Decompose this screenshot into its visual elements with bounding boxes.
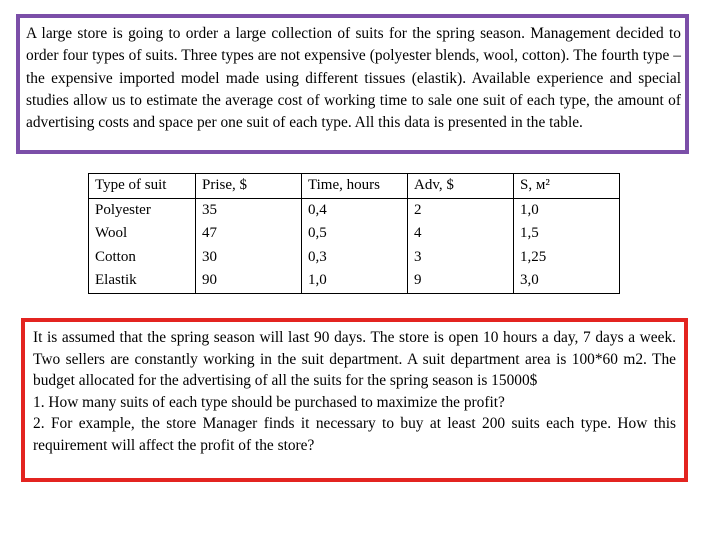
cell-adv: 3 bbox=[408, 246, 514, 270]
table-row bbox=[89, 246, 620, 270]
cell-type: Wool bbox=[89, 222, 196, 246]
cell-adv: 9 bbox=[408, 269, 514, 293]
cell-area: 1,0 bbox=[514, 198, 620, 222]
cell-time: 0,5 bbox=[302, 222, 408, 246]
header-time: Time, hours bbox=[302, 174, 408, 199]
cell-time: 1,0 bbox=[302, 269, 408, 293]
cell-type: Cotton bbox=[89, 246, 196, 270]
table-row bbox=[89, 222, 620, 246]
cell-price: 30 bbox=[196, 246, 302, 270]
table-row bbox=[89, 269, 620, 293]
cell-price: 35 bbox=[196, 198, 302, 222]
question-one: 1. How many suits of each type should be purchased to maximize the profit? bbox=[33, 393, 505, 411]
cell-adv: 4 bbox=[408, 222, 514, 246]
cell-price: 47 bbox=[196, 222, 302, 246]
problem-conditions-box bbox=[21, 318, 688, 482]
problem-intro-box bbox=[16, 14, 689, 154]
header-adv: Adv, $ bbox=[408, 174, 514, 199]
cell-adv: 2 bbox=[408, 198, 514, 222]
cell-area: 1,25 bbox=[514, 246, 620, 270]
question-two: 2. For example, the store Manager finds it necessary to buy at least 200 suits each type. How this requirement will affect the profit of the store? bbox=[33, 415, 676, 454]
suit-data-table bbox=[88, 173, 620, 294]
header-area: S, м² bbox=[514, 174, 620, 199]
header-price: Prise, $ bbox=[196, 174, 302, 199]
cell-area: 1,5 bbox=[514, 222, 620, 246]
cell-time: 0,4 bbox=[302, 198, 408, 222]
table-row bbox=[89, 198, 620, 222]
cell-time: 0,3 bbox=[302, 246, 408, 270]
table-header-row bbox=[89, 174, 620, 199]
conditions-paragraph: It is assumed that the spring season will last 90 days. The store is open 10 hours a day, 7 days a week. Two sellers are constantly working in the suit department. A suit department area is 100*60 m2. The budget allocated for the advertising of all the suits for the spring season is 15000$ bbox=[33, 329, 676, 390]
cell-area: 3,0 bbox=[514, 269, 620, 293]
problem-intro-text: A large store is going to order a large collection of suits for the spring season. Management decided to order four types of suits. Three types are not expensive (polyester blends, wool, cotton). The fourth type – the expensive imported model made using different tissues (elastik). Available experience and special studies allow us to estimate the average cost of working time to sale one suit of each type, the amount of advertising costs and space per one suit of each type. All this data is presented in the table. bbox=[26, 25, 681, 132]
header-type: Type of suit bbox=[89, 174, 196, 199]
cell-type: Elastik bbox=[89, 269, 196, 293]
cell-price: 90 bbox=[196, 269, 302, 293]
cell-type: Polyester bbox=[89, 198, 196, 222]
